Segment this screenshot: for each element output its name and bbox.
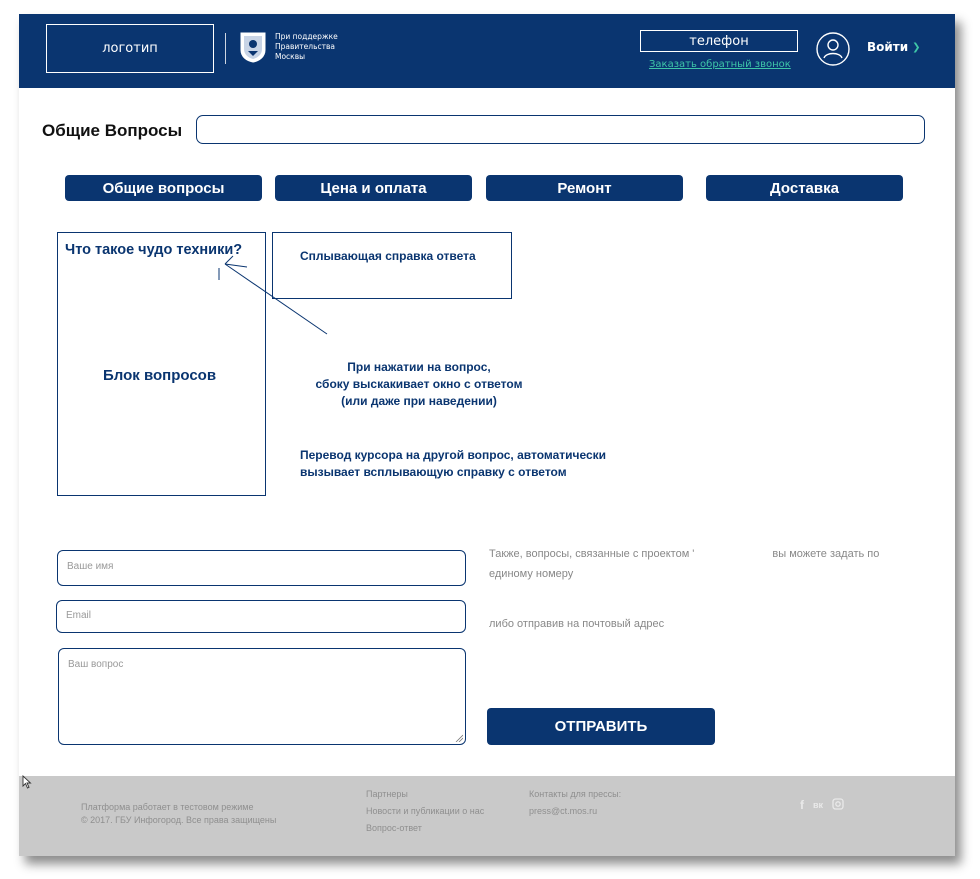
logo-placeholder[interactable]: логотип xyxy=(46,24,214,73)
annotation-arrow xyxy=(209,250,339,340)
page-title: Общие Вопросы xyxy=(42,121,183,140)
tab-delivery[interactable]: Доставка xyxy=(706,175,903,201)
note-line: сбоку выскакивает окно с ответом xyxy=(315,377,523,391)
footer-press-contacts xyxy=(529,786,621,820)
vk-icon[interactable]: вк xyxy=(813,800,824,810)
annotation-note xyxy=(275,359,563,410)
footer-copyright-block xyxy=(81,801,276,827)
header-divider xyxy=(225,33,226,64)
answer-tooltip-label: Сплывающая справка ответа xyxy=(300,249,476,263)
note-line: Перевод курсора на другой вопрос, автоматически xyxy=(300,448,607,462)
tab-price-payment[interactable]: Цена и оплата xyxy=(275,175,472,201)
social-links xyxy=(800,798,844,812)
login-label: Войти xyxy=(867,40,909,54)
support-line: Правительства xyxy=(275,42,335,51)
header xyxy=(19,14,955,88)
footer-copyright: © 2017. ГБУ Инфогород. Все права защищены xyxy=(81,815,277,825)
government-support-text xyxy=(275,32,338,62)
question-placeholder: Ваш вопрос xyxy=(68,659,124,670)
moscow-coat-of-arms-icon xyxy=(240,32,266,63)
instagram-icon[interactable] xyxy=(832,798,844,810)
question-textarea[interactable] xyxy=(58,648,466,745)
page xyxy=(19,14,955,856)
support-line: Москвы xyxy=(275,52,306,61)
note-line: (или даже при наведении) xyxy=(341,394,497,408)
tab-repair[interactable]: Ремонт xyxy=(486,175,683,201)
footer-links xyxy=(366,786,484,837)
name-field[interactable]: Ваше имя xyxy=(57,550,466,586)
phone-placeholder[interactable]: телефон xyxy=(640,30,798,52)
footer xyxy=(19,776,955,856)
tab-general[interactable]: Общие вопросы xyxy=(65,175,262,201)
note-line: вызывает всплывающую справку с ответом xyxy=(300,465,567,479)
contact-info-text xyxy=(489,544,909,584)
footer-link-partners[interactable]: Партнеры xyxy=(366,789,408,799)
support-line: При поддержке xyxy=(275,32,338,41)
user-icon[interactable] xyxy=(816,32,850,66)
callback-link[interactable]: Заказать обратный звонок xyxy=(649,59,791,70)
annotation-note xyxy=(300,447,606,481)
footer-link-news[interactable]: Новости и публикации о нас xyxy=(366,806,485,816)
footer-status: Платформа работает в тестовом режиме xyxy=(81,802,254,812)
resize-handle-icon[interactable] xyxy=(455,734,463,742)
footer-link-faq[interactable]: Вопрос-ответ xyxy=(366,823,422,833)
press-title: Контакты для прессы: xyxy=(529,789,622,799)
info-text: Также, вопросы, связанные с проектом ' xyxy=(489,548,695,560)
submit-button[interactable]: ОТПРАВИТЬ xyxy=(487,708,715,745)
press-email-link[interactable]: press@ct.mos.ru xyxy=(529,806,598,816)
note-line: При нажатии на вопрос, xyxy=(347,360,491,374)
info-text: вы можете задать по xyxy=(772,548,880,560)
login-button[interactable] xyxy=(867,40,921,54)
question-item[interactable]: Что такое чудо техники? xyxy=(65,242,243,258)
questions-block-label: Блок вопросов xyxy=(103,367,217,384)
facebook-icon[interactable]: f xyxy=(800,798,804,812)
email-field[interactable]: Email xyxy=(56,600,466,633)
mail-info-text: либо отправив на почтовый адрес xyxy=(489,618,665,630)
search-input[interactable] xyxy=(196,115,925,144)
mouse-cursor-icon xyxy=(22,775,32,789)
info-text: единому номеру xyxy=(489,568,574,580)
chevron-down-icon: ❯ xyxy=(912,41,921,53)
